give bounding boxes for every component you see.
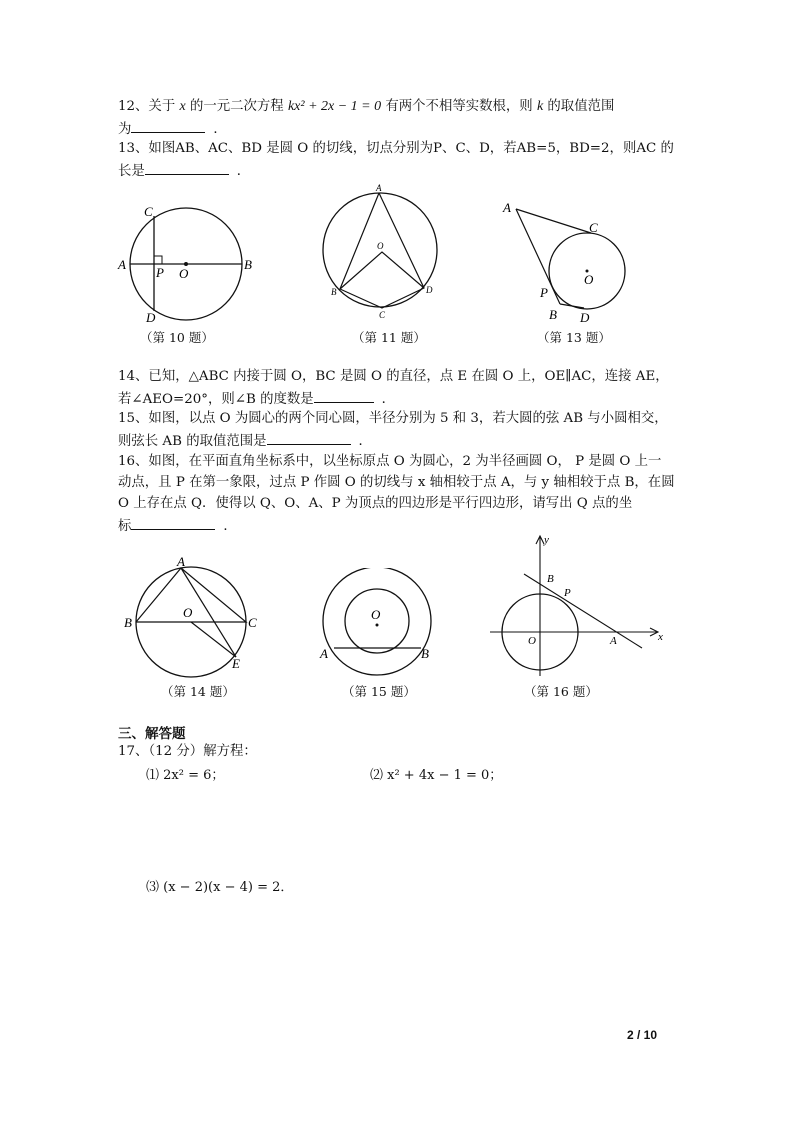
q16-line2: 动点，且 P 在第一象限，过点 P 作圆 O 的切线与 x 轴相较于点 A，与 y 轴相较于点 B，在圆: [118, 475, 675, 490]
fig16-caption: （第 16 题）: [524, 684, 598, 699]
figure-10: [112, 198, 262, 328]
q16-line4: 标 ．: [118, 515, 237, 537]
q17-title: 17、（12 分）解方程：: [118, 744, 257, 759]
fig13-caption: （第 13 题）: [537, 330, 611, 345]
fig16-label-b: B: [547, 573, 554, 585]
fig11-label-o: O: [377, 241, 384, 251]
fig14-label-o: O: [183, 605, 193, 620]
q14-line1: 14、已知，△ABC 内接于圆 O，BC 是圆 O 的直径，点 E 在圆 O 上，OE∥AC，连接 AE，: [118, 369, 669, 384]
q12-equation: kx² + 2x − 1 = 0: [287, 99, 382, 114]
fig10-label-a: A: [118, 257, 126, 272]
fig10-label-b: B: [244, 257, 252, 272]
fig10-label-p: P: [156, 265, 164, 280]
fig13-label-p: P: [540, 285, 548, 300]
fig14-caption: （第 14 题）: [161, 684, 235, 699]
fig10-label-o: O: [179, 266, 189, 281]
fig14-label-b: B: [124, 615, 132, 630]
q17-equation-2: ⑵ x² + 4x − 1 = 0；: [370, 768, 503, 783]
answer-blank-q15[interactable]: [267, 430, 351, 445]
fig15-label-a: A: [320, 646, 328, 661]
q12-line2: 为 ．: [118, 118, 227, 140]
figure-14: [120, 554, 270, 678]
q13-line2: 长是 ．: [118, 160, 250, 182]
fig16-label-x: x: [658, 631, 663, 643]
section-title: 三、解答题: [118, 726, 186, 742]
fig10-label-d: D: [146, 310, 156, 325]
fig15-label-b: B: [421, 646, 429, 661]
q17-equation-3: ⑶ (x − 2)(x − 4) = 2．: [146, 880, 294, 895]
fig10-label-c: C: [144, 204, 153, 219]
answer-blank-q14[interactable]: [314, 388, 374, 403]
answer-blank-q12[interactable]: [131, 118, 205, 133]
q15-line1: 15、如图，以点 O 为圆心的两个同心圆，半径分别为 5 和 3，若大圆的弦 AB 与小圆相交，: [118, 411, 668, 426]
fig13-label-b: B: [549, 307, 557, 322]
fig11-caption: （第 11 题）: [352, 330, 426, 345]
fig15-label-o: O: [371, 607, 381, 622]
fig16-label-o: O: [528, 635, 536, 647]
fig13-label-d: D: [580, 310, 590, 325]
figure-13: [498, 194, 638, 329]
fig13-label-c: C: [589, 220, 598, 235]
answer-blank-q13[interactable]: [145, 160, 229, 175]
fig14-label-a: A: [177, 554, 185, 569]
figure-11: [316, 182, 446, 322]
page-number: 2 / 10: [627, 1028, 658, 1042]
q15-line2: 则弦长 AB 的取值范围是 ．: [118, 430, 372, 452]
fig13-label-a: A: [503, 200, 511, 215]
fig10-caption: （第 10 题）: [140, 330, 214, 345]
fig11-label-a: A: [376, 183, 382, 193]
fig13-label-o: O: [584, 272, 594, 287]
fig11-label-b: B: [331, 287, 337, 297]
q17-equation-1: ⑴ 2x² = 6；: [146, 768, 225, 783]
q16-line1: 16、如图，在平面直角坐标系中，以坐标原点 O 为圆心，2 为半径画圆 O， P 是圆 O 上一: [118, 454, 662, 469]
answer-blank-q16[interactable]: [131, 515, 215, 530]
q12-line1: 12、关于 x 的一元二次方程 kx² + 2x − 1 = 0 有两个不相等实数根，则 k 的取值范围: [118, 99, 615, 114]
fig11-label-c: C: [379, 310, 386, 320]
fig15-caption: （第 15 题）: [342, 684, 416, 699]
q14-line2: 若∠AEO=20°，则∠B 的度数是 ．: [118, 388, 395, 410]
figure-16: [486, 530, 672, 680]
q13-line1: 13、如图AB、AC、BD 是圆 O 的切线，切点分别为P、C、D，若AB=5，BD=2，则AC 的: [118, 141, 674, 156]
fig16-label-p: P: [564, 587, 571, 599]
fig14-label-e: E: [232, 656, 240, 671]
q16-line3: O 上存在点 Q．使得以 Q、O、A、P 为顶点的四边形是平行四边形，请写出 Q 点的坐: [118, 496, 633, 511]
fig16-label-y: y: [544, 534, 549, 546]
fig14-label-c: C: [248, 615, 257, 630]
fig16-label-a: A: [610, 635, 617, 647]
fig11-label-d: D: [426, 285, 433, 295]
figure-15: [314, 568, 440, 680]
